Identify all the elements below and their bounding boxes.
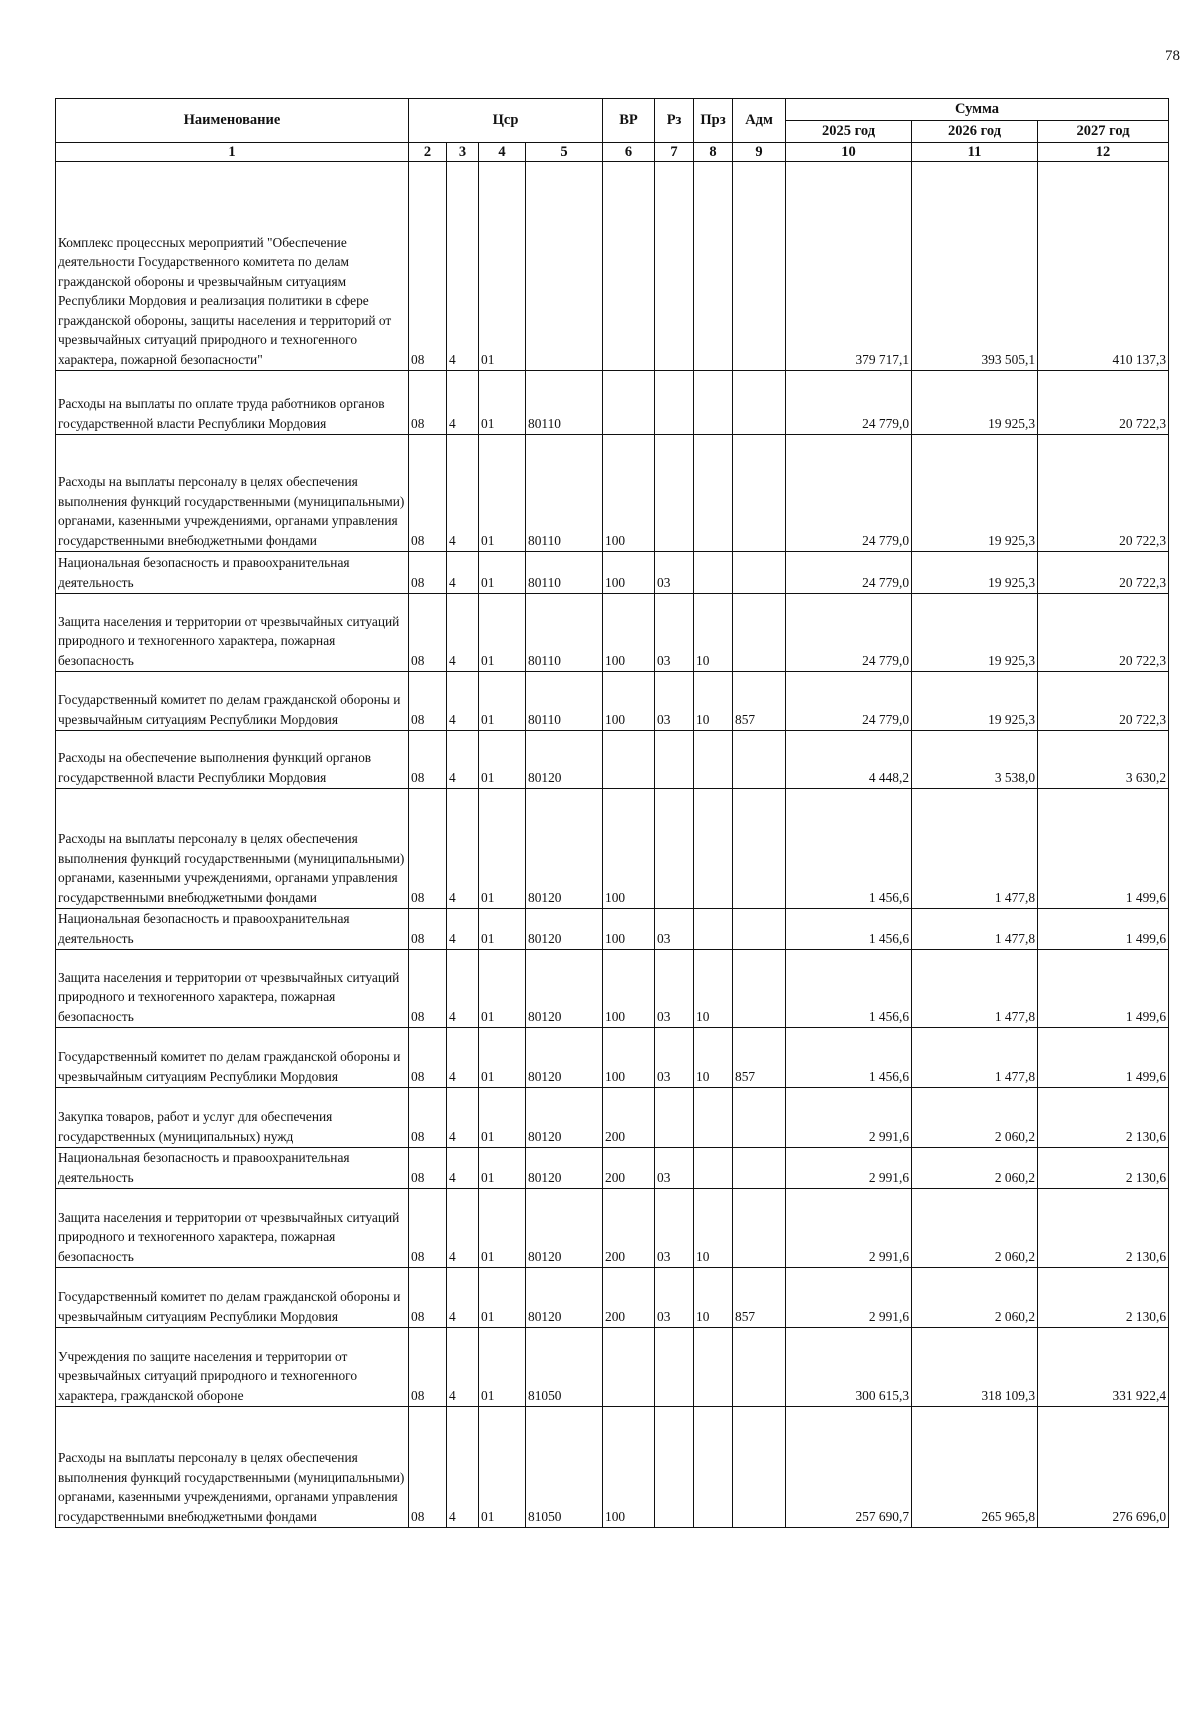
vr-code: 200 xyxy=(603,1088,655,1148)
rz-code: 03 xyxy=(655,1268,694,1328)
csr-part-1: 08 xyxy=(409,162,447,371)
prz-code xyxy=(694,1328,733,1407)
csr-part-4: 80120 xyxy=(526,950,603,1028)
prz-code xyxy=(694,1148,733,1189)
table-row xyxy=(56,1148,1169,1189)
table-row xyxy=(56,950,1169,1028)
sum-2025: 300 615,3 xyxy=(786,1328,912,1407)
adm-code xyxy=(733,162,786,371)
rz-code: 03 xyxy=(655,950,694,1028)
sum-2025: 1 456,6 xyxy=(786,1028,912,1088)
csr-part-2: 4 xyxy=(447,1189,479,1268)
sum-2025: 2 991,6 xyxy=(786,1088,912,1148)
header-year-2026: 2026 год xyxy=(912,121,1038,143)
row-name: Государственный комитет по делам гражданской обороны и чрезвычайным ситуациям Республики Мордовия xyxy=(56,1028,409,1088)
sum-2025: 2 991,6 xyxy=(786,1189,912,1268)
prz-code xyxy=(694,435,733,552)
sum-2026: 2 060,2 xyxy=(912,1189,1038,1268)
sum-2026: 19 925,3 xyxy=(912,672,1038,731)
sum-2026: 1 477,8 xyxy=(912,1028,1038,1088)
adm-code: 857 xyxy=(733,1268,786,1328)
prz-code xyxy=(694,731,733,789)
csr-part-2: 4 xyxy=(447,1328,479,1407)
csr-part-4: 81050 xyxy=(526,1328,603,1407)
prz-code: 10 xyxy=(694,1268,733,1328)
vr-code: 100 xyxy=(603,909,655,950)
table-body xyxy=(56,162,1169,1528)
header-adm: Адм xyxy=(733,99,786,143)
header-name: Наименование xyxy=(56,99,409,143)
csr-part-3: 01 xyxy=(479,909,526,950)
csr-part-1: 08 xyxy=(409,909,447,950)
column-number: 11 xyxy=(912,143,1038,162)
column-number: 6 xyxy=(603,143,655,162)
sum-2025: 1 456,6 xyxy=(786,789,912,909)
vr-code xyxy=(603,162,655,371)
sum-2026: 265 965,8 xyxy=(912,1407,1038,1528)
csr-part-3: 01 xyxy=(479,552,526,594)
sum-2027: 20 722,3 xyxy=(1038,552,1169,594)
adm-code: 857 xyxy=(733,672,786,731)
csr-part-3: 01 xyxy=(479,1189,526,1268)
prz-code xyxy=(694,552,733,594)
vr-code: 100 xyxy=(603,435,655,552)
csr-part-2: 4 xyxy=(447,789,479,909)
sum-2025: 2 991,6 xyxy=(786,1268,912,1328)
csr-part-2: 4 xyxy=(447,950,479,1028)
column-number: 4 xyxy=(479,143,526,162)
csr-part-1: 08 xyxy=(409,1268,447,1328)
csr-part-4: 81050 xyxy=(526,1407,603,1528)
sum-2026: 19 925,3 xyxy=(912,594,1038,672)
table-row xyxy=(56,1028,1169,1088)
sum-2026: 1 477,8 xyxy=(912,950,1038,1028)
prz-code: 10 xyxy=(694,1189,733,1268)
sum-2027: 20 722,3 xyxy=(1038,672,1169,731)
csr-part-4: 80110 xyxy=(526,552,603,594)
csr-part-4: 80120 xyxy=(526,731,603,789)
csr-part-4 xyxy=(526,162,603,371)
vr-code: 100 xyxy=(603,1407,655,1528)
sum-2025: 4 448,2 xyxy=(786,731,912,789)
csr-part-2: 4 xyxy=(447,594,479,672)
sum-2026: 1 477,8 xyxy=(912,909,1038,950)
rz-code: 03 xyxy=(655,909,694,950)
rz-code xyxy=(655,789,694,909)
table-row xyxy=(56,731,1169,789)
row-name: Расходы на выплаты персоналу в целях обеспечения выполнения функций государственными (муниципальными) органами, казенными учреждениями, органами управления государственными внебюджетными фондами xyxy=(56,1407,409,1528)
csr-part-4: 80120 xyxy=(526,1189,603,1268)
column-number: 8 xyxy=(694,143,733,162)
adm-code xyxy=(733,1148,786,1189)
rz-code xyxy=(655,435,694,552)
csr-part-4: 80120 xyxy=(526,1028,603,1088)
prz-code xyxy=(694,162,733,371)
adm-code xyxy=(733,1088,786,1148)
sum-2027: 1 499,6 xyxy=(1038,1028,1169,1088)
table-row xyxy=(56,909,1169,950)
csr-part-3: 01 xyxy=(479,950,526,1028)
rz-code: 03 xyxy=(655,1028,694,1088)
csr-part-4: 80120 xyxy=(526,789,603,909)
table-header xyxy=(56,99,1169,162)
csr-part-3: 01 xyxy=(479,1088,526,1148)
vr-code: 100 xyxy=(603,1028,655,1088)
csr-part-1: 08 xyxy=(409,1088,447,1148)
csr-part-2: 4 xyxy=(447,1268,479,1328)
csr-part-3: 01 xyxy=(479,435,526,552)
csr-part-4: 80110 xyxy=(526,672,603,731)
sum-2027: 1 499,6 xyxy=(1038,950,1169,1028)
rz-code: 03 xyxy=(655,1189,694,1268)
sum-2027: 2 130,6 xyxy=(1038,1268,1169,1328)
row-name: Расходы на выплаты персоналу в целях обеспечения выполнения функций государственными (муниципальными) органами, казенными учреждениями, органами управления государственными внебюджетными фондами xyxy=(56,789,409,909)
csr-part-1: 08 xyxy=(409,672,447,731)
vr-code: 100 xyxy=(603,552,655,594)
table-row xyxy=(56,1328,1169,1407)
sum-2026: 318 109,3 xyxy=(912,1328,1038,1407)
csr-part-1: 08 xyxy=(409,731,447,789)
csr-part-2: 4 xyxy=(447,435,479,552)
adm-code xyxy=(733,789,786,909)
header-year-2027: 2027 год xyxy=(1038,121,1169,143)
column-number: 7 xyxy=(655,143,694,162)
sum-2025: 24 779,0 xyxy=(786,371,912,435)
table-row xyxy=(56,1407,1169,1528)
csr-part-1: 08 xyxy=(409,594,447,672)
sum-2026: 19 925,3 xyxy=(912,435,1038,552)
vr-code: 200 xyxy=(603,1148,655,1189)
csr-part-2: 4 xyxy=(447,371,479,435)
csr-part-2: 4 xyxy=(447,909,479,950)
column-number: 2 xyxy=(409,143,447,162)
rz-code xyxy=(655,1407,694,1528)
csr-part-4: 80120 xyxy=(526,1268,603,1328)
row-name: Комплекс процессных мероприятий "Обеспечение деятельности Государственного комитета по делам гражданской обороны и чрезвычайным ситуациям Республики Мордовия и реализация политики в сфере гражданской обороны, защиты населения и территорий от чрезвычайных ситуаций природного и техногенного характера, пожарной безопасности" xyxy=(56,162,409,371)
row-name: Расходы на обеспечение выполнения функций органов государственной власти Республики Мордовия xyxy=(56,731,409,789)
sum-2025: 1 456,6 xyxy=(786,909,912,950)
table-row xyxy=(56,672,1169,731)
sum-2026: 2 060,2 xyxy=(912,1148,1038,1189)
row-name: Защита населения и территории от чрезвычайных ситуаций природного и техногенного характера, пожарная безопасность xyxy=(56,950,409,1028)
prz-code: 10 xyxy=(694,672,733,731)
csr-part-3: 01 xyxy=(479,789,526,909)
csr-part-2: 4 xyxy=(447,1407,479,1528)
row-name: Расходы на выплаты по оплате труда работников органов государственной власти Республики Мордовия xyxy=(56,371,409,435)
adm-code xyxy=(733,594,786,672)
prz-code: 10 xyxy=(694,1028,733,1088)
rz-code xyxy=(655,371,694,435)
adm-code xyxy=(733,435,786,552)
csr-part-3: 01 xyxy=(479,1268,526,1328)
csr-part-4: 80120 xyxy=(526,1148,603,1189)
csr-part-1: 08 xyxy=(409,552,447,594)
sum-2025: 24 779,0 xyxy=(786,435,912,552)
row-name: Национальная безопасность и правоохранительная деятельность xyxy=(56,909,409,950)
header-rz: Рз xyxy=(655,99,694,143)
sum-2025: 24 779,0 xyxy=(786,594,912,672)
adm-code xyxy=(733,950,786,1028)
csr-part-2: 4 xyxy=(447,1088,479,1148)
prz-code xyxy=(694,1088,733,1148)
sum-2026: 2 060,2 xyxy=(912,1268,1038,1328)
row-name: Закупка товаров, работ и услуг для обеспечения государственных (муниципальных) нужд xyxy=(56,1088,409,1148)
csr-part-3: 01 xyxy=(479,1407,526,1528)
column-number: 5 xyxy=(526,143,603,162)
vr-code xyxy=(603,1328,655,1407)
adm-code xyxy=(733,731,786,789)
vr-code: 100 xyxy=(603,789,655,909)
column-number: 3 xyxy=(447,143,479,162)
row-name: Государственный комитет по делам гражданской обороны и чрезвычайным ситуациям Республики Мордовия xyxy=(56,672,409,731)
vr-code: 200 xyxy=(603,1189,655,1268)
csr-part-1: 08 xyxy=(409,1148,447,1189)
csr-part-1: 08 xyxy=(409,1407,447,1528)
rz-code: 03 xyxy=(655,594,694,672)
csr-part-3: 01 xyxy=(479,1328,526,1407)
column-number: 12 xyxy=(1038,143,1169,162)
vr-code xyxy=(603,371,655,435)
adm-code xyxy=(733,909,786,950)
adm-code xyxy=(733,1407,786,1528)
header-year-2025: 2025 год xyxy=(786,121,912,143)
sum-2027: 3 630,2 xyxy=(1038,731,1169,789)
rz-code: 03 xyxy=(655,1148,694,1189)
sum-2025: 24 779,0 xyxy=(786,672,912,731)
adm-code xyxy=(733,1189,786,1268)
sum-2025: 379 717,1 xyxy=(786,162,912,371)
table-row xyxy=(56,435,1169,552)
csr-part-4: 80120 xyxy=(526,1088,603,1148)
sum-2027: 1 499,6 xyxy=(1038,789,1169,909)
csr-part-3: 01 xyxy=(479,1028,526,1088)
table-row xyxy=(56,594,1169,672)
sum-2027: 20 722,3 xyxy=(1038,594,1169,672)
sum-2027: 331 922,4 xyxy=(1038,1328,1169,1407)
sum-2027: 2 130,6 xyxy=(1038,1189,1169,1268)
prz-code xyxy=(694,371,733,435)
csr-part-1: 08 xyxy=(409,1328,447,1407)
rz-code xyxy=(655,162,694,371)
sum-2026: 19 925,3 xyxy=(912,371,1038,435)
adm-code xyxy=(733,1328,786,1407)
table-row xyxy=(56,1268,1169,1328)
table-row xyxy=(56,552,1169,594)
csr-part-1: 08 xyxy=(409,789,447,909)
csr-part-2: 4 xyxy=(447,1028,479,1088)
sum-2026: 2 060,2 xyxy=(912,1088,1038,1148)
rz-code xyxy=(655,1088,694,1148)
rz-code: 03 xyxy=(655,552,694,594)
sum-2027: 20 722,3 xyxy=(1038,371,1169,435)
sum-2025: 257 690,7 xyxy=(786,1407,912,1528)
csr-part-3: 01 xyxy=(479,594,526,672)
rz-code xyxy=(655,731,694,789)
prz-code: 10 xyxy=(694,950,733,1028)
csr-part-1: 08 xyxy=(409,371,447,435)
sum-2026: 393 505,1 xyxy=(912,162,1038,371)
header-prz: Прз xyxy=(694,99,733,143)
row-name: Учреждения по защите населения и территории от чрезвычайных ситуаций природного и техногенного характера, гражданской обороне xyxy=(56,1328,409,1407)
sum-2027: 2 130,6 xyxy=(1038,1088,1169,1148)
adm-code xyxy=(733,552,786,594)
row-name: Расходы на выплаты персоналу в целях обеспечения выполнения функций государственными (муниципальными) органами, казенными учреждениями, органами управления государственными внебюджетными фондами xyxy=(56,435,409,552)
sum-2026: 1 477,8 xyxy=(912,789,1038,909)
csr-part-2: 4 xyxy=(447,552,479,594)
table-row xyxy=(56,789,1169,909)
budget-table xyxy=(55,98,1169,1528)
csr-part-3: 01 xyxy=(479,672,526,731)
header-vr: ВР xyxy=(603,99,655,143)
sum-2027: 20 722,3 xyxy=(1038,435,1169,552)
prz-code: 10 xyxy=(694,594,733,672)
column-number: 1 xyxy=(56,143,409,162)
csr-part-3: 01 xyxy=(479,371,526,435)
csr-part-2: 4 xyxy=(447,162,479,371)
table-row xyxy=(56,1088,1169,1148)
vr-code: 100 xyxy=(603,672,655,731)
row-name: Государственный комитет по делам гражданской обороны и чрезвычайным ситуациям Республики Мордовия xyxy=(56,1268,409,1328)
adm-code xyxy=(733,371,786,435)
csr-part-2: 4 xyxy=(447,672,479,731)
sum-2026: 19 925,3 xyxy=(912,552,1038,594)
sum-2027: 2 130,6 xyxy=(1038,1148,1169,1189)
vr-code xyxy=(603,731,655,789)
adm-code: 857 xyxy=(733,1028,786,1088)
csr-part-1: 08 xyxy=(409,1189,447,1268)
row-name: Защита населения и территории от чрезвычайных ситуаций природного и техногенного характера, пожарная безопасность xyxy=(56,594,409,672)
csr-part-4: 80110 xyxy=(526,594,603,672)
sum-2025: 2 991,6 xyxy=(786,1148,912,1189)
csr-part-2: 4 xyxy=(447,1148,479,1189)
csr-part-2: 4 xyxy=(447,731,479,789)
csr-part-4: 80110 xyxy=(526,371,603,435)
sum-2027: 276 696,0 xyxy=(1038,1407,1169,1528)
row-name: Национальная безопасность и правоохранительная деятельность xyxy=(56,552,409,594)
header-sum: Сумма xyxy=(786,99,1169,121)
page-number: 78 xyxy=(1165,48,1180,64)
csr-part-4: 80110 xyxy=(526,435,603,552)
csr-part-1: 08 xyxy=(409,435,447,552)
rz-code xyxy=(655,1328,694,1407)
rz-code: 03 xyxy=(655,672,694,731)
column-number: 9 xyxy=(733,143,786,162)
sum-2025: 24 779,0 xyxy=(786,552,912,594)
prz-code xyxy=(694,909,733,950)
table-row xyxy=(56,1189,1169,1268)
sum-2026: 3 538,0 xyxy=(912,731,1038,789)
vr-code: 100 xyxy=(603,594,655,672)
sum-2025: 1 456,6 xyxy=(786,950,912,1028)
csr-part-3: 01 xyxy=(479,162,526,371)
sum-2027: 410 137,3 xyxy=(1038,162,1169,371)
csr-part-1: 08 xyxy=(409,950,447,1028)
table-row xyxy=(56,162,1169,371)
table-row xyxy=(56,371,1169,435)
prz-code xyxy=(694,789,733,909)
column-number: 10 xyxy=(786,143,912,162)
csr-part-3: 01 xyxy=(479,731,526,789)
row-name: Защита населения и территории от чрезвычайных ситуаций природного и техногенного характера, пожарная безопасность xyxy=(56,1189,409,1268)
row-name: Национальная безопасность и правоохранительная деятельность xyxy=(56,1148,409,1189)
csr-part-4: 80120 xyxy=(526,909,603,950)
csr-part-3: 01 xyxy=(479,1148,526,1189)
csr-part-1: 08 xyxy=(409,1028,447,1088)
sum-2027: 1 499,6 xyxy=(1038,909,1169,950)
prz-code xyxy=(694,1407,733,1528)
vr-code: 100 xyxy=(603,950,655,1028)
column-number-row xyxy=(56,143,1169,162)
vr-code: 200 xyxy=(603,1268,655,1328)
header-csr: Цср xyxy=(409,99,603,143)
